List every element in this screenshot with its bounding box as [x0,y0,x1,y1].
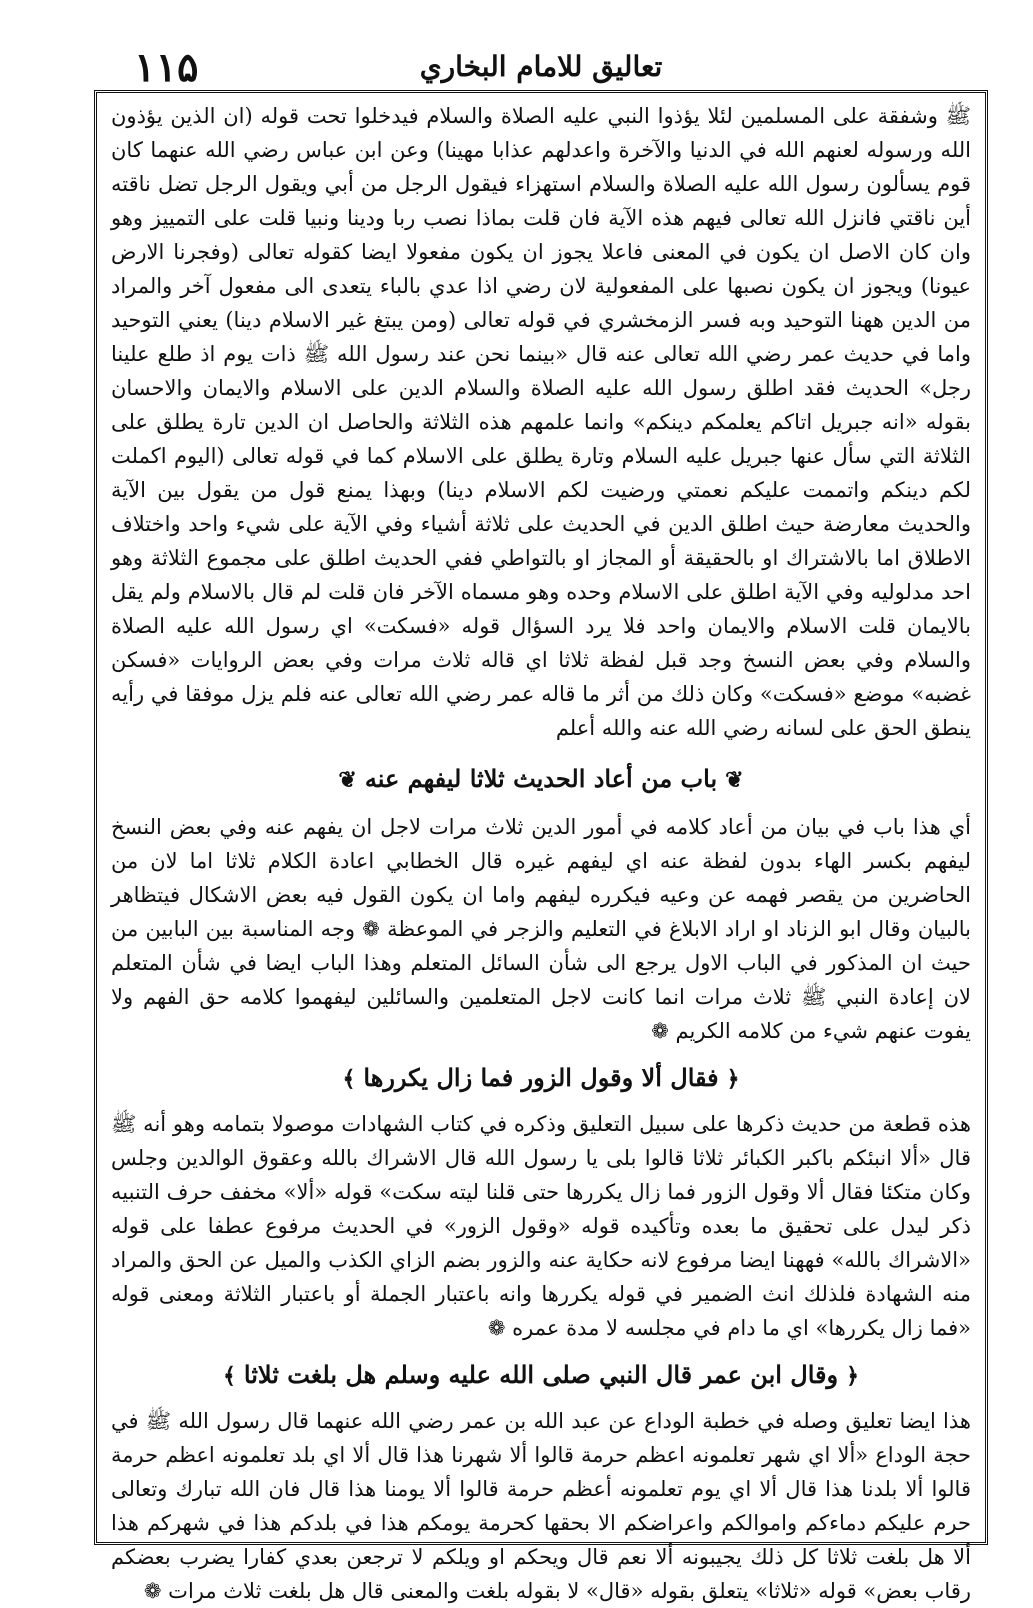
paragraph-commentary-1: ﷺ وشفقة على المسلمين لئلا يؤذوا النبي عليه الصلاة والسلام فيدخلوا تحت قوله (ان الذين يؤذون الله ورسوله لعنهم الله في الدنيا والآخرة واعدلهم عذابا مهينا) وعن ابن عباس رضي الله عنهما كان قوم يسألون رسول الله عليه الصلاة والسلام استهزاء فيقول الرجل من أبي ويقول الرجل تضل ناقته أين ناقتي فانزل الله تعالى فيهم هذه الآية فان قلت بماذا نصب ربا ودينا ونبيا قلت على التمييز وهو وان كان الاصل ان يكون في المعنى فاعلا يجوز ان يكون مفعولا ايضا كقوله تعالى (وفجرنا الارض عيونا) ويجوز ان يكون نصبها على المفعولية لان رضي اذا عدي بالباء يتعدى الى مفعول آخر والمراد من الدين ههنا التوحيد وبه فسر الزمخشري في قوله تعالى (ومن يبتغ غير الاسلام دينا) يعني التوحيد واما في حديث عمر رضي الله تعالى عنه قال «بينما نحن عند رسول الله ﷺ ذات يوم اذ طلع علينا رجل» الحديث فقد اطلق رسول الله عليه الصلاة والسلام الدين على الاسلام والايمان والاحسان بقوله «انه جبريل اتاكم يعلمكم دينكم» وانما علمهم هذه الثلاثة والحاصل ان الدين تارة يطلق على الثلاثة التي سأل عنها جبريل عليه السلام وتارة يطلق على الاسلام كما في قوله تعالى (اليوم اكملت لكم دينكم واتممت عليكم نعمتي ورضيت لكم الاسلام دينا) وبهذا يمنع قول من يقول بين الآية والحديث معارضة حيث اطلق الدين في الحديث على ثلاثة أشياء وفي الآية على شيء واحد واختلاف الاطلاق اما بالاشتراك او بالحقيقة أو المجاز او بالتواطي ففي الحديث اطلق على مجموع الثلاثة وهو احد مدلوليه وفي الآية اطلق على الاسلام وحده وهو مسماه الآخر فان قلت لم قال بالاسلام ولم يقل بالايمان قلت الاسلام والايمان واحد فلا يرد السؤال قوله «فسكت» اي رسول الله عليه الصلاة والسلام وفي بعض النسخ وجد قبل لفظة ثلاثا اي قاله ثلاث مرات وفي بعض الروايات «فسكن غضبه» موضع «فسكت» وكان ذلك من أثر ما قاله عمر رضي الله تعالى عنه فلم يزل موفقا في رأيه ينطق الحق على لسانه رضي الله عنه والله أعلم [111,104,971,740]
bracket-ornament-icon: ﴾ [223,1363,236,1389]
page-header [94,40,988,96]
bracket-ornament-icon: ﴿ [726,1066,740,1092]
ornament-icon: ❦ [338,767,357,793]
chapter-title: باب من أعاد الحديث ثلاثا ليفهم عنه [364,764,718,793]
hadith-quote-text: فقال ألا وقول الزور فما زال يكررها [363,1063,719,1092]
paragraph-commentary-2: أي هذا باب في بيان من أعاد كلامه في أمور الدين ثلاث مرات لاجل ان يفهم عنه وفي بعض النسخ ليفهم بكسر الهاء بدون لفظة عنه اي ليفهم غيره قال الخطابي اعادة الكلام ثلاثا اما لان من الحاضرين من يقصر فهمه عن وعيه فيكرره ليفهم واما ان يكون القول فيه بعض الاشكال فيتظاهر بالبيان وقال ابو الزناد او اراد الابلاغ في التعليم والزجر في الموعظة ❁ وجه المناسبة بين البابين من حيث ان المذكور في الباب الاول يرجع الى شأن السائل المتعلم وهذا الباب ايضا في شأن المتعلم لان إعادة النبي ﷺ ثلاث مرات انما كانت لاجل المتعلمين والسائلين ليفهموا كلامه حق الفهم ولا يفوت عنهم شيء من كلامه الكريم ❁ [111,815,971,1043]
paragraph-commentary-3: هذه قطعة من حديث ذكرها على سبيل التعليق وذكره في كتاب الشهادات موصولا بتمامه وهو أنه ﷺ قال «ألا انبئكم باكبر الكبائر ثلاثا قالوا بلى يا رسول الله قال الاشراك بالله وعقوق الوالدين وجلس وكان متكئا فقال ألا وقول الزور فما زال يكررها حتى قلنا ليته سكت» قوله «ألا» مخفف حرف التنبيه ذكر ليدل على تحقيق ما بعده وتأكيده قوله «وقول الزور» في الحديث مرفوع عطفا على قوله «الاشراك بالله» فههنا ايضا مرفوع لانه حكاية عنه والزور بضم الزاي الكذب والميل عن الحق والمراد منه الشهادة فلذلك انث الضمير في قوله يكررها وانه باعتبار الجملة أو باعتبار الثلاثة ومعنى قوله «فما زال يكررها» اي ما دام في مجلسه لا مدة عمره ❁ [111,1112,971,1340]
page-number: ۱۱۵ [134,44,199,91]
page-content [111,99,971,1603]
paragraph-commentary-4: هذا ايضا تعليق وصله في خطبة الوداع عن عبد الله بن عمر رضي الله عنهما قال رسول الله ﷺ في حجة الوداع «ألا اي شهر تعلمونه اعظم حرمة قالوا ألا شهرنا هذا قال ألا اي بلد تعلمونه اعظم حرمة قالوا ألا بلدنا هذا قال ألا اي يوم تعلمونه أعظم حرمة قالوا ألا يومنا هذا قال فان الله تبارك وتعالى حرم عليكم دماءكم واموالكم واعراضكم الا بحقها كحرمة يومكم هذا في بلدكم هذا في شهركم هذا ألا هل بلغت ثلاثا كل ذلك يجيبونه ألا نعم قال ويحكم او ويلكم لا ترجعن بعدي كفارا يضرب بعضكم رقاب بعض» قوله «ثلاثا» يتعلق بقوله «قال» لا بقوله بلغت والمعنى قال هل بلغت ثلاث مرات ❁ [111,1409,971,1603]
chapter-heading [111,759,971,800]
text-frame [94,90,988,1603]
running-title: تعاليق للامام البخاري [419,50,663,83]
hadith-quote-1 [111,1058,971,1099]
bracket-ornament-icon: ﴿ [846,1363,859,1389]
ornament-icon: ❦ [725,767,744,793]
hadith-quote-2 [111,1355,971,1396]
bracket-ornament-icon: ﴾ [342,1066,356,1092]
hadith-quote-text: وقال ابن عمر قال النبي صلى الله عليه وسلم هل بلغت ثلاثا [243,1360,839,1389]
